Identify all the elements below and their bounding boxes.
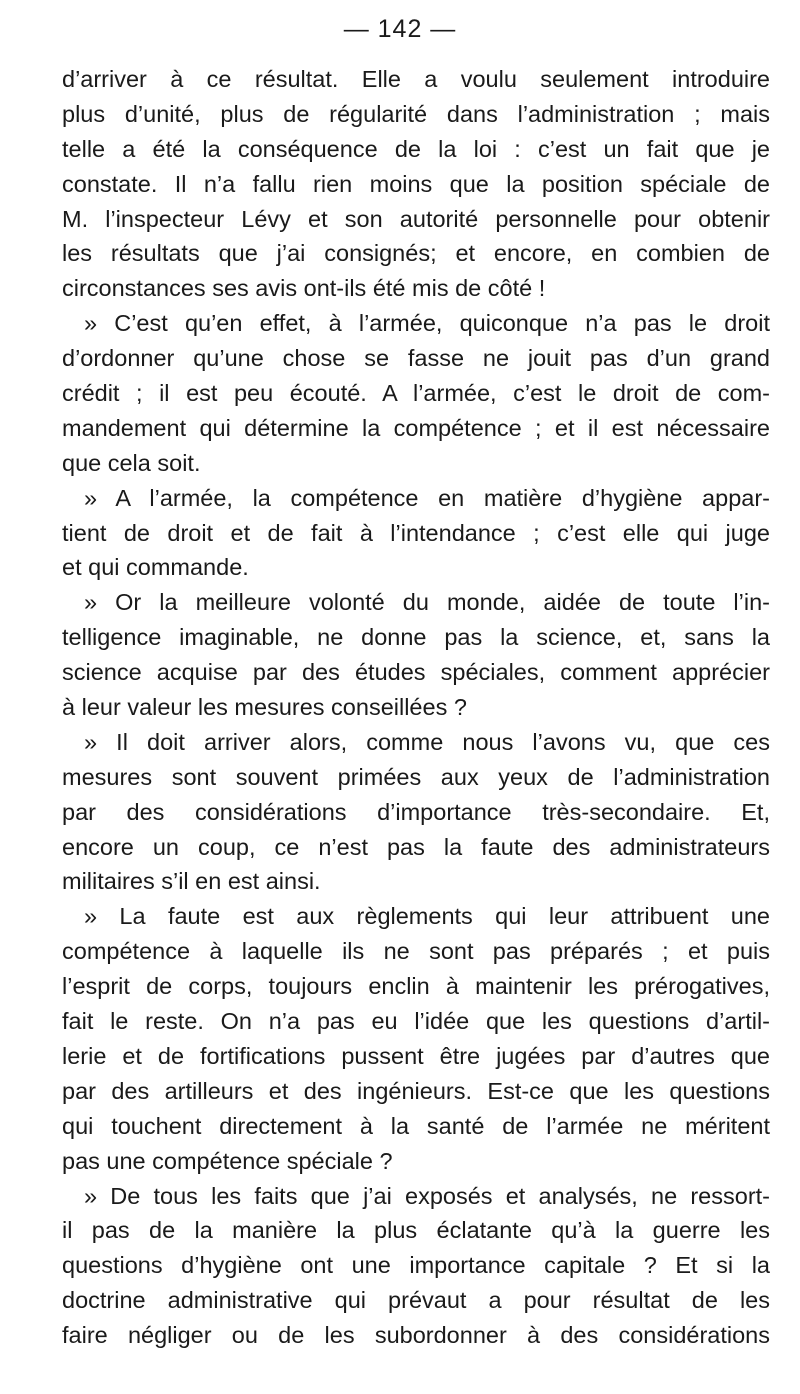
text-line: » Or la meilleure volonté du monde, aidée de toute l’in- xyxy=(84,589,770,616)
page-number: — 142 — xyxy=(343,15,457,43)
text-line: l’esprit de corps, toujours enclin à maintenir les prérogatives, xyxy=(62,973,770,1000)
text-line: crédit ; il est peu écouté. A l’armée, c’est le droit de com- xyxy=(62,380,770,407)
text-line: militaires s’il en est ainsi. xyxy=(62,868,321,895)
text-line: compétence à laquelle ils ne sont pas préparés ; et puis xyxy=(62,938,770,965)
text-line: » Il doit arriver alors, comme nous l’avons vu, que ces xyxy=(84,728,770,755)
text-line: par des artilleurs et des ingénieurs. Est-ce que les questions xyxy=(62,1077,770,1104)
text-line: mandement qui détermine la compétence ; et il est nécessaire xyxy=(62,414,770,441)
text-line: plus d’unité, plus de régularité dans l’administration ; mais xyxy=(62,100,770,127)
text-line: constate. Il n’a fallu rien moins que la position spéciale de xyxy=(62,170,770,197)
text-line: faire négliger ou de les subordonner à des considérations xyxy=(62,1322,770,1349)
text-line: » La faute est aux règlements qui leur attribuent une xyxy=(84,903,770,930)
text-line: » A l’armée, la compétence en matière d’hygiène appar- xyxy=(84,484,770,511)
text-line: que cela soit. xyxy=(62,449,201,476)
text-line: pas une compétence spéciale ? xyxy=(62,1147,393,1174)
text-line: qui touchent directement à la santé de l’armée ne méritent xyxy=(62,1112,770,1139)
text-line: et qui commande. xyxy=(62,554,249,581)
text-line: » C’est qu’en effet, à l’armée, quiconque n’a pas le droit xyxy=(84,310,770,337)
text-line: science acquise par des études spéciales, comment apprécier xyxy=(62,659,770,686)
text-line: questions d’hygiène ont une importance capitale ? Et si la xyxy=(62,1252,770,1279)
text-line: telle a été la conséquence de la loi : c’est un fait que je xyxy=(62,135,770,162)
text-line: il pas de la manière la plus éclatante qu’à la guerre les xyxy=(62,1217,770,1244)
text-line: » De tous les faits que j’ai exposés et analysés, ne ressort- xyxy=(84,1182,770,1209)
text-line: doctrine administrative qui prévaut a pour résultat de les xyxy=(62,1287,770,1314)
text-line: les résultats que j’ai consignés; et encore, en combien de xyxy=(62,240,770,267)
text-line: par des considérations d’importance très-secondaire. Et, xyxy=(62,798,770,825)
text-line: M. l’inspecteur Lévy et son autorité personnelle pour obtenir xyxy=(62,205,770,232)
text-line: d’ordonner qu’une chose se fasse ne jouit pas d’un grand xyxy=(62,345,770,372)
text-line: mesures sont souvent primées aux yeux de l’administration xyxy=(62,763,770,790)
body-text xyxy=(62,62,770,1353)
text-line: à leur valeur les mesures conseillées ? xyxy=(62,694,467,721)
text-line: telligence imaginable, ne donne pas la science, et, sans la xyxy=(62,624,770,651)
text-line: encore un coup, ce n’est pas la faute des administrateurs xyxy=(62,833,770,860)
text-line: d’arriver à ce résultat. Elle a voulu seulement introduire xyxy=(62,66,770,92)
text-line: fait le reste. On n’a pas eu l’idée que les questions d’artil- xyxy=(62,1008,770,1035)
text-line: tient de droit et de fait à l’intendance ; c’est elle qui juge xyxy=(62,519,770,546)
text-line: lerie et de fortifications pussent être jugées par d’autres que xyxy=(62,1042,770,1069)
text-line: circonstances ses avis ont-ils été mis de côté ! xyxy=(62,275,546,302)
